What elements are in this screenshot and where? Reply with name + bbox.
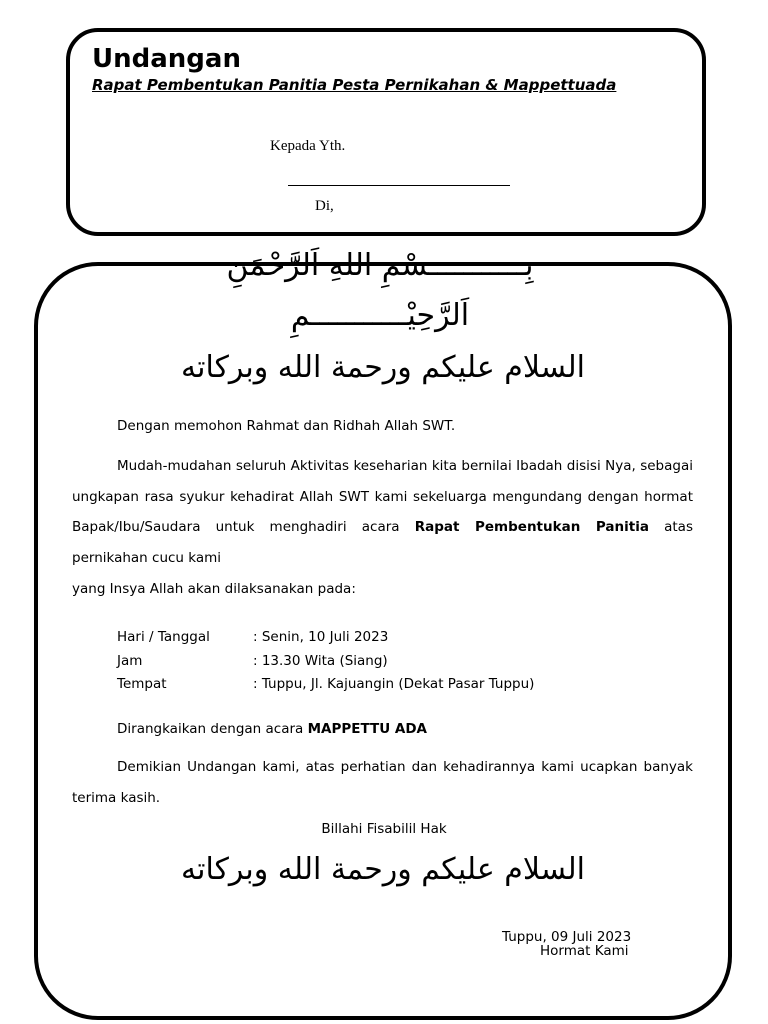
main-paragraph-end: atas pernikahan cucu kami [72, 519, 693, 566]
salam-closing: السلام عليكم ورحمة الله وبركاته [181, 852, 585, 887]
detail-row-time [117, 653, 388, 669]
detail-label: Jam [117, 653, 143, 669]
basmala-line-1: بِـــــــــــسْمِ اللهِ اَلرَّحْمَنِ [226, 248, 534, 283]
invitation-title: Undangan [92, 44, 241, 74]
opening-line: Dengan memohon Rahmat dan Ridhah Allah SWT. [117, 418, 456, 434]
event-name: MAPPETTU ADA [307, 721, 427, 737]
billahi-line: Billahi Fisabilil Hak [321, 821, 447, 837]
invitation-subtitle: Rapat Pembentukan Panitia Pesta Pernikahan & Mappettuada [92, 76, 617, 94]
schedule-intro: yang Insya Allah akan dilaksanakan pada: [72, 581, 356, 597]
salam-opening: السلام عليكم ورحمة الله وبركاته [181, 350, 585, 385]
detail-label: Tempat [117, 676, 167, 692]
detail-row-place [117, 676, 534, 692]
detail-value: : 13.30 Wita (Siang) [253, 653, 388, 669]
main-paragraph [72, 451, 693, 573]
event-line [117, 721, 427, 737]
recipient-name-line [288, 185, 510, 186]
header-box [66, 28, 706, 236]
event-prefix: Dirangkaikan dengan acara [117, 721, 308, 737]
recipient-label: Kepada Yth. [270, 138, 346, 154]
detail-label: Hari / Tanggal [117, 629, 210, 645]
basmala-line-2: اَلرَّحِيْـــــــــــمِ [290, 298, 470, 333]
main-paragraph-event-name: Rapat Pembentukan Panitia [414, 519, 649, 535]
closing-paragraph: Demikian Undangan kami, atas perhatian dan kehadirannya kami ucapkan banyak terima kasih. [72, 759, 693, 806]
signature-label: Hormat Kami [540, 943, 629, 959]
detail-row-date [117, 629, 388, 645]
detail-value: : Senin, 10 Juli 2023 [253, 629, 389, 645]
recipient-place-label: Di, [315, 198, 334, 214]
main-paragraph-text: Mudah-mudahan seluruh Aktivitas keseharian kita bernilai Ibadah disisi Nya, sebagai ungkapan rasa syukur kehadirat Allah SWT kami sekeluarga mengundang dengan hormat Bapak/Ibu/Saudara untuk menghadiri acara [72, 458, 693, 535]
signature-place-date: Tuppu, 09 Juli 2023 [502, 929, 632, 945]
detail-value: : Tuppu, Jl. Kajuangin (Dekat Pasar Tuppu) [253, 676, 535, 692]
